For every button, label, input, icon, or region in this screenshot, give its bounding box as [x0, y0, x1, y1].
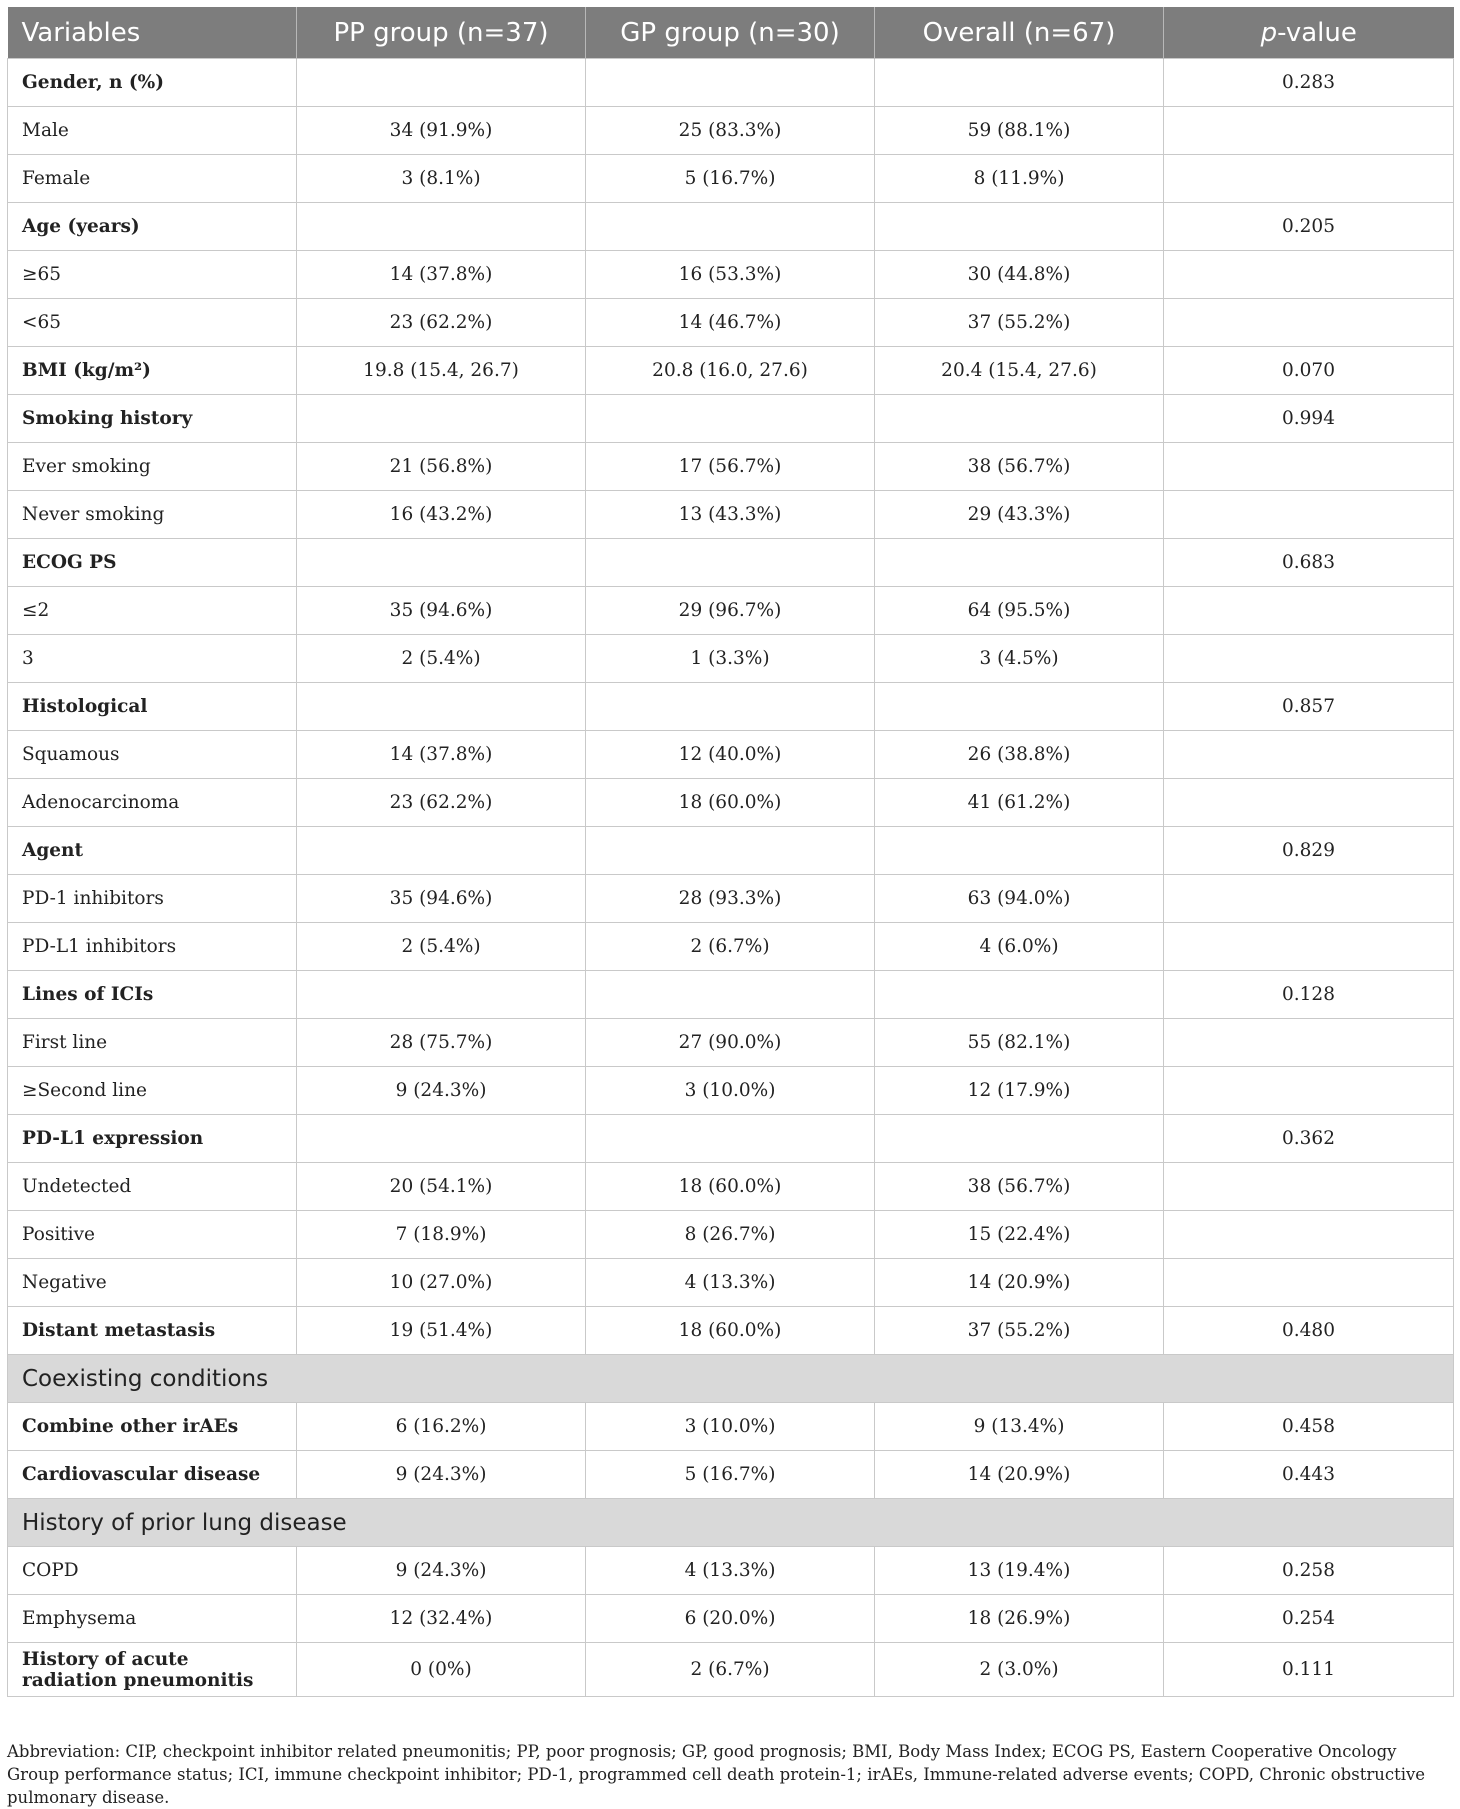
pp-group-cell: 9 (24.3%) — [297, 1547, 586, 1595]
overall-cell — [875, 827, 1164, 875]
table-row — [8, 635, 1454, 683]
p-value-cell: 0.829 — [1164, 827, 1454, 875]
overall-cell: 14 (20.9%) — [875, 1259, 1164, 1307]
pp-group-cell: 9 (24.3%) — [297, 1067, 586, 1115]
pp-group-cell: 16 (43.2%) — [297, 491, 586, 539]
variable-cell: Positive — [8, 1211, 297, 1259]
overall-cell: 37 (55.2%) — [875, 299, 1164, 347]
gp-group-cell: 25 (83.3%) — [586, 107, 875, 155]
overall-cell — [875, 395, 1164, 443]
overall-cell: 63 (94.0%) — [875, 875, 1164, 923]
p-value-cell: 0.254 — [1164, 1595, 1454, 1643]
p-value-cell: 0.994 — [1164, 395, 1454, 443]
gp-group-cell: 18 (60.0%) — [586, 1163, 875, 1211]
table-row — [8, 1067, 1454, 1115]
section-title: History of prior lung disease — [8, 1499, 1454, 1547]
pp-group-cell: 12 (32.4%) — [297, 1595, 586, 1643]
overall-cell: 13 (19.4%) — [875, 1547, 1164, 1595]
variable-cell: <65 — [8, 299, 297, 347]
p-value-cell — [1164, 875, 1454, 923]
gp-group-cell — [586, 1115, 875, 1163]
variable-cell: Distant metastasis — [8, 1307, 297, 1355]
p-value-cell: 0.443 — [1164, 1451, 1454, 1499]
table-body — [8, 59, 1454, 1697]
pp-group-cell: 9 (24.3%) — [297, 1451, 586, 1499]
p-value-cell — [1164, 491, 1454, 539]
variable-cell: Gender, n (%) — [8, 59, 297, 107]
variable-cell: Adenocarcinoma — [8, 779, 297, 827]
variable-cell: First line — [8, 1019, 297, 1067]
table-row — [8, 155, 1454, 203]
p-value-cell — [1164, 635, 1454, 683]
p-value-cell — [1164, 923, 1454, 971]
variable-cell: Age (years) — [8, 203, 297, 251]
p-value-cell: 0.362 — [1164, 1115, 1454, 1163]
overall-cell: 15 (22.4%) — [875, 1211, 1164, 1259]
p-value-cell: 0.857 — [1164, 683, 1454, 731]
gp-group-cell: 4 (13.3%) — [586, 1547, 875, 1595]
variable-cell: PD-L1 expression — [8, 1115, 297, 1163]
gp-group-cell: 16 (53.3%) — [586, 251, 875, 299]
table-row — [8, 1307, 1454, 1355]
header-pp-group: PP group (n=37) — [297, 7, 586, 59]
variable-cell: Lines of ICIs — [8, 971, 297, 1019]
variable-cell: ≤2 — [8, 587, 297, 635]
overall-cell: 12 (17.9%) — [875, 1067, 1164, 1115]
section-row — [8, 1499, 1454, 1547]
variable-cell: Negative — [8, 1259, 297, 1307]
table-row — [8, 587, 1454, 635]
pp-group-cell: 23 (62.2%) — [297, 299, 586, 347]
table-row — [8, 1403, 1454, 1451]
overall-cell: 38 (56.7%) — [875, 1163, 1164, 1211]
gp-group-cell: 29 (96.7%) — [586, 587, 875, 635]
overall-cell: 4 (6.0%) — [875, 923, 1164, 971]
overall-cell: 3 (4.5%) — [875, 635, 1164, 683]
gp-group-cell: 2 (6.7%) — [586, 923, 875, 971]
gp-group-cell: 20.8 (16.0, 27.6) — [586, 347, 875, 395]
overall-cell: 59 (88.1%) — [875, 107, 1164, 155]
overall-cell — [875, 203, 1164, 251]
table-row — [8, 1547, 1454, 1595]
pp-group-cell — [297, 971, 586, 1019]
table-row — [8, 59, 1454, 107]
table-row — [8, 443, 1454, 491]
table-row — [8, 827, 1454, 875]
gp-group-cell: 17 (56.7%) — [586, 443, 875, 491]
gp-group-cell: 3 (10.0%) — [586, 1403, 875, 1451]
pp-group-cell: 6 (16.2%) — [297, 1403, 586, 1451]
gp-group-cell: 18 (60.0%) — [586, 1307, 875, 1355]
gp-group-cell: 2 (6.7%) — [586, 1643, 875, 1697]
overall-cell — [875, 59, 1164, 107]
overall-cell: 2 (3.0%) — [875, 1643, 1164, 1697]
p-value-cell — [1164, 1067, 1454, 1115]
overall-cell: 30 (44.8%) — [875, 251, 1164, 299]
overall-cell: 29 (43.3%) — [875, 491, 1164, 539]
section-row — [8, 1355, 1454, 1403]
pp-group-cell: 35 (94.6%) — [297, 875, 586, 923]
variable-cell: Male — [8, 107, 297, 155]
table-row — [8, 1211, 1454, 1259]
p-value-cell: 0.128 — [1164, 971, 1454, 1019]
header-variables: Variables — [8, 7, 297, 59]
pp-group-cell: 14 (37.8%) — [297, 731, 586, 779]
gp-group-cell: 13 (43.3%) — [586, 491, 875, 539]
table-row — [8, 971, 1454, 1019]
overall-cell — [875, 1115, 1164, 1163]
table-row — [8, 347, 1454, 395]
p-value-cell — [1164, 443, 1454, 491]
gp-group-cell — [586, 203, 875, 251]
gp-group-cell — [586, 683, 875, 731]
table-row — [8, 1451, 1454, 1499]
overall-cell: 26 (38.8%) — [875, 731, 1164, 779]
pp-group-cell — [297, 59, 586, 107]
gp-group-cell: 14 (46.7%) — [586, 299, 875, 347]
table-row — [8, 875, 1454, 923]
overall-cell: 20.4 (15.4, 27.6) — [875, 347, 1164, 395]
overall-cell: 37 (55.2%) — [875, 1307, 1164, 1355]
gp-group-cell: 27 (90.0%) — [586, 1019, 875, 1067]
p-value-cell: 0.283 — [1164, 59, 1454, 107]
variable-cell: ≥65 — [8, 251, 297, 299]
variable-cell: Emphysema — [8, 1595, 297, 1643]
pp-group-cell — [297, 1115, 586, 1163]
header-p-value — [1164, 7, 1454, 59]
gp-group-cell: 5 (16.7%) — [586, 155, 875, 203]
gp-group-cell: 4 (13.3%) — [586, 1259, 875, 1307]
table-row — [8, 299, 1454, 347]
pp-group-cell — [297, 539, 586, 587]
variable-cell: Never smoking — [8, 491, 297, 539]
table-row — [8, 107, 1454, 155]
p-value-cell — [1164, 779, 1454, 827]
gp-group-cell — [586, 395, 875, 443]
table-header-row — [8, 7, 1454, 59]
section-title: Coexisting conditions — [8, 1355, 1454, 1403]
variable-cell: Female — [8, 155, 297, 203]
gp-group-cell: 3 (10.0%) — [586, 1067, 875, 1115]
variable-cell: Cardiovascular disease — [8, 1451, 297, 1499]
header-p-rest: -value — [1277, 17, 1357, 48]
overall-cell: 41 (61.2%) — [875, 779, 1164, 827]
gp-group-cell: 1 (3.3%) — [586, 635, 875, 683]
table-row — [8, 1019, 1454, 1067]
overall-cell: 55 (82.1%) — [875, 1019, 1164, 1067]
pp-group-cell — [297, 203, 586, 251]
pp-group-cell: 3 (8.1%) — [297, 155, 586, 203]
table-row — [8, 923, 1454, 971]
gp-group-cell: 18 (60.0%) — [586, 779, 875, 827]
table-row — [8, 1115, 1454, 1163]
p-value-cell — [1164, 731, 1454, 779]
gp-group-cell — [586, 827, 875, 875]
table-row — [8, 395, 1454, 443]
characteristics-table — [7, 7, 1454, 1697]
pp-group-cell: 19 (51.4%) — [297, 1307, 586, 1355]
overall-cell: 18 (26.9%) — [875, 1595, 1164, 1643]
pp-group-cell: 19.8 (15.4, 26.7) — [297, 347, 586, 395]
p-value-cell — [1164, 1019, 1454, 1067]
overall-cell: 9 (13.4%) — [875, 1403, 1164, 1451]
pp-group-cell: 35 (94.6%) — [297, 587, 586, 635]
header-gp-group: GP group (n=30) — [586, 7, 875, 59]
table-row — [8, 731, 1454, 779]
variable-cell: Undetected — [8, 1163, 297, 1211]
table-row — [8, 203, 1454, 251]
variable-cell: Squamous — [8, 731, 297, 779]
variable-cell: Combine other irAEs — [8, 1403, 297, 1451]
table-row — [8, 491, 1454, 539]
pp-group-cell: 34 (91.9%) — [297, 107, 586, 155]
variable-cell: PD-L1 inhibitors — [8, 923, 297, 971]
pp-group-cell: 2 (5.4%) — [297, 923, 586, 971]
table-row — [8, 251, 1454, 299]
table-row — [8, 539, 1454, 587]
pp-group-cell — [297, 827, 586, 875]
p-value-cell: 0.683 — [1164, 539, 1454, 587]
pp-group-cell: 2 (5.4%) — [297, 635, 586, 683]
p-value-cell: 0.258 — [1164, 1547, 1454, 1595]
gp-group-cell — [586, 59, 875, 107]
gp-group-cell: 5 (16.7%) — [586, 1451, 875, 1499]
p-value-cell — [1164, 155, 1454, 203]
variable-cell: History of acute radiation pneumonitis — [8, 1643, 297, 1697]
variable-cell: Agent — [8, 827, 297, 875]
pp-group-cell: 10 (27.0%) — [297, 1259, 586, 1307]
pp-group-cell: 14 (37.8%) — [297, 251, 586, 299]
variable-cell: Histological — [8, 683, 297, 731]
variable-cell: BMI (kg/m²) — [8, 347, 297, 395]
overall-cell — [875, 539, 1164, 587]
variable-cell: COPD — [8, 1547, 297, 1595]
p-value-cell: 0.111 — [1164, 1643, 1454, 1697]
table-row — [8, 683, 1454, 731]
variable-cell: ≥Second line — [8, 1067, 297, 1115]
footnote: Abbreviation: CIP, checkpoint inhibitor related pneumonitis; PP, poor prognosis; GP, good prognosis; BMI, Body Mass Index; ECOG PS, Eastern Cooperative Oncology Group performance status; ICI, immune checkpoint inhibitor; PD-1, programmed cell death protein-1; irAEs, Immune-related adverse events; COPD, Chronic obstructive pulmonary disease. — [7, 1742, 1426, 1807]
p-value-cell — [1164, 1259, 1454, 1307]
pp-group-cell: 21 (56.8%) — [297, 443, 586, 491]
p-value-cell: 0.458 — [1164, 1403, 1454, 1451]
table-row — [8, 1259, 1454, 1307]
p-value-cell — [1164, 107, 1454, 155]
table-row — [8, 1595, 1454, 1643]
pp-group-cell: 28 (75.7%) — [297, 1019, 586, 1067]
p-value-cell: 0.070 — [1164, 347, 1454, 395]
pp-group-cell — [297, 395, 586, 443]
p-value-cell — [1164, 251, 1454, 299]
p-value-cell: 0.480 — [1164, 1307, 1454, 1355]
overall-cell: 8 (11.9%) — [875, 155, 1164, 203]
gp-group-cell: 6 (20.0%) — [586, 1595, 875, 1643]
variable-cell: PD-1 inhibitors — [8, 875, 297, 923]
pp-group-cell: 7 (18.9%) — [297, 1211, 586, 1259]
variable-cell: Smoking history — [8, 395, 297, 443]
p-value-cell — [1164, 1163, 1454, 1211]
gp-group-cell — [586, 539, 875, 587]
overall-cell: 64 (95.5%) — [875, 587, 1164, 635]
p-value-cell — [1164, 587, 1454, 635]
variable-cell: Ever smoking — [8, 443, 297, 491]
table-row — [8, 1163, 1454, 1211]
table-row — [8, 779, 1454, 827]
table-container — [7, 7, 1453, 1697]
pp-group-cell: 0 (0%) — [297, 1643, 586, 1697]
pp-group-cell: 20 (54.1%) — [297, 1163, 586, 1211]
gp-group-cell — [586, 971, 875, 1019]
p-value-cell — [1164, 1211, 1454, 1259]
variable-cell: ECOG PS — [8, 539, 297, 587]
variable-cell: 3 — [8, 635, 297, 683]
pp-group-cell — [297, 683, 586, 731]
overall-cell: 38 (56.7%) — [875, 443, 1164, 491]
p-value-cell: 0.205 — [1164, 203, 1454, 251]
header-overall: Overall (n=67) — [875, 7, 1164, 59]
gp-group-cell: 8 (26.7%) — [586, 1211, 875, 1259]
overall-cell — [875, 683, 1164, 731]
overall-cell — [875, 971, 1164, 1019]
header-p-italic: p — [1260, 17, 1278, 48]
p-value-cell — [1164, 299, 1454, 347]
gp-group-cell: 28 (93.3%) — [586, 875, 875, 923]
overall-cell: 14 (20.9%) — [875, 1451, 1164, 1499]
gp-group-cell: 12 (40.0%) — [586, 731, 875, 779]
table-row — [8, 1643, 1454, 1697]
pp-group-cell: 23 (62.2%) — [297, 779, 586, 827]
